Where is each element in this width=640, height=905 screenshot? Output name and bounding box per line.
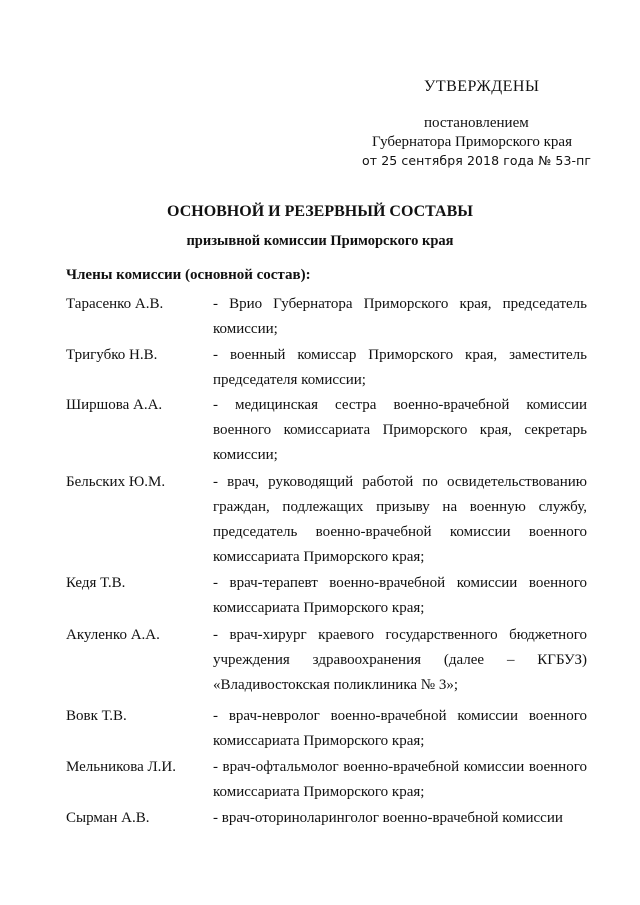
decree-line-1: постановлением (424, 115, 529, 131)
member-name: Ширшова А.А. (66, 397, 163, 413)
member-name: Акуленко А.А. (66, 627, 160, 643)
member-role: - врач-терапевт военно-врачебной комиссии военного комиссариата Приморского края; (213, 575, 587, 616)
member-name: Тригубко Н.В. (66, 347, 158, 363)
decree-line-3: от 25 сентября 2018 года № 53-пг (362, 153, 592, 168)
member-name: Кедя Т.В. (66, 575, 126, 591)
member-role: - врач, руководящий работой по освидетельствованию граждан, подлежащих призыву на военную службу, председатель военно-врачебной комиссии военного комиссариата Приморского края; (213, 474, 587, 565)
approved-stamp: УТВЕРЖДЕНЫ (424, 78, 540, 95)
member-role: - врач-невролог военно-врачебной комиссии военного комиссариата Приморского края; (213, 708, 587, 749)
member-name: Сырман А.В. (66, 810, 150, 826)
member-name: Мельникова Л.И. (66, 759, 177, 775)
member-role: - врач-оториноларинголог военно-врачебной комиссии (213, 810, 563, 826)
member-name: Тарасенко А.В. (66, 296, 164, 312)
member-role: - медицинская сестра военно-врачебной комиссии военного комиссариата Приморского края, секретарь комиссии; (213, 397, 587, 463)
member-role: - врач-хирург краевого государственного бюджетного учреждения здравоохранения (далее – КГБУЗ) «Владивостокская поликлиника № 3»; (213, 627, 587, 693)
decree-line-2: Губернатора Приморского края (372, 134, 572, 150)
document-subtitle: призывной комиссии Приморского края (186, 233, 454, 249)
member-role: - Врио Губернатора Приморского края, председатель комиссии; (213, 296, 587, 337)
document-title: ОСНОВНОЙ И РЕЗЕРВНЫЙ СОСТАВЫ (167, 203, 473, 220)
section-heading: Члены комиссии (основной состав): (66, 267, 311, 283)
member-name: Вовк Т.В. (66, 708, 127, 724)
member-role: - военный комиссар Приморского края, заместитель председателя комиссии; (213, 347, 587, 388)
member-role: - врач-офтальмолог военно-врачебной комиссии военного комиссариата Приморского края; (213, 759, 587, 800)
member-name: Бельских Ю.М. (66, 474, 166, 490)
